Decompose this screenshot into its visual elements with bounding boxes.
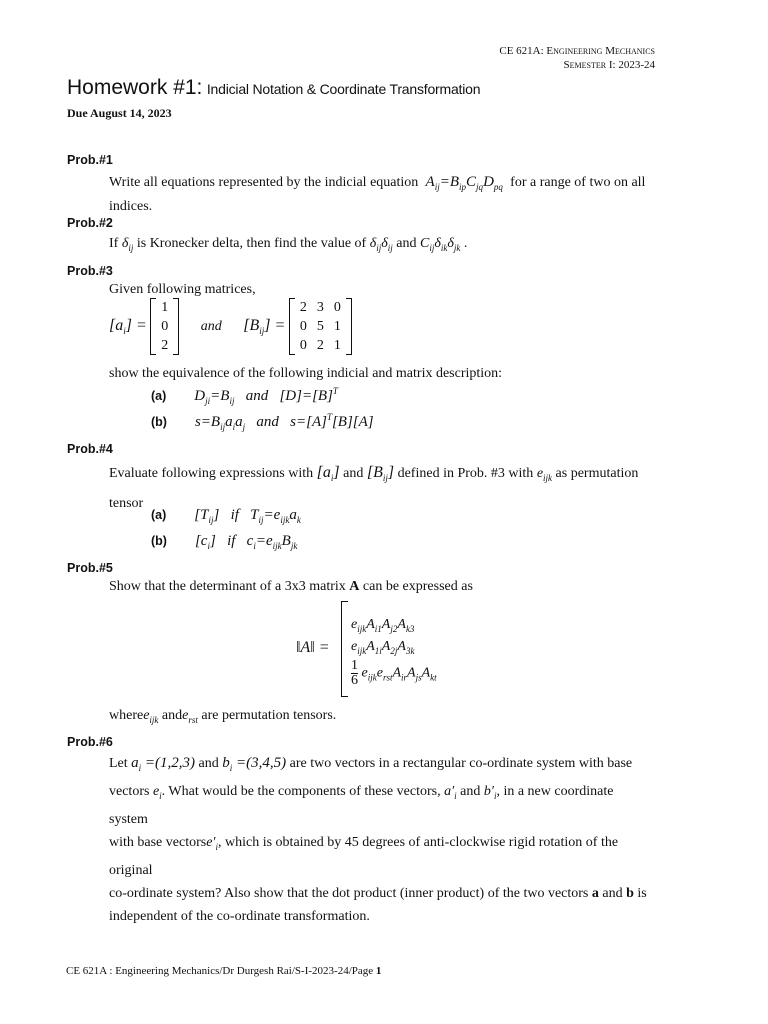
p4-eq-b: $[c_i]$ if $c_i=e_{ijk}B_{jk}$ <box>194 533 298 551</box>
brace <box>341 601 348 697</box>
p6-t6: and <box>460 784 481 799</box>
matrix-cell: 3 <box>316 300 324 315</box>
vector-a: $a_i =(1,2,3)$ <box>131 755 196 773</box>
problem-label: Prob.#3 <box>67 264 113 278</box>
p2-text-b: is Kronecker delta, then find the value of <box>136 236 367 251</box>
p4-text-a: Evaluate following expressions with <box>109 466 314 481</box>
problem-label: Prob.#2 <box>67 216 113 230</box>
p6-t10: co-ordinate system? Also show that the dot product (inner product) of the two vectors <box>109 885 589 901</box>
page-number: 1 <box>375 965 382 977</box>
p4-eq-a: $[T_{ij}]$ if $T_{ij}=e_{ijk}a_k$ <box>194 507 301 525</box>
matrix-cell: 0 <box>299 319 307 334</box>
problem-label: Prob.#1 <box>67 153 113 167</box>
p3-eq-a: $D_{ji}=B_{ij}$ and $[D]=[B]^T$ <box>194 386 338 406</box>
part-label: (b) <box>151 534 167 548</box>
p3-part-a <box>151 386 338 406</box>
p5-text: Show that the determinant of a 3x3 matrix <box>109 579 346 594</box>
page-header <box>499 44 655 72</box>
matrix-a-label: $[a_i]$ = <box>109 316 147 337</box>
fraction-denominator: 6 <box>351 673 358 688</box>
p6-t3: are two vectors in a rectangular co-ordinate system with base <box>289 756 633 771</box>
matrix-cell: 2 <box>299 300 307 315</box>
footer-text: CE 621A : Engineering Mechanics/Dr Durgesh Rai/S-I-2023-24/Page <box>66 965 374 977</box>
matrix-cell: 2 <box>316 338 324 353</box>
p6-t2: and <box>198 756 219 771</box>
problem-5-text <box>109 577 655 597</box>
p2-expr-1: $\delta_{ij}\delta_{ij}$ <box>369 236 393 253</box>
p6-t4: vectors <box>109 784 150 799</box>
p6-t7: , in a new coordinate system <box>109 784 614 827</box>
part-label: (a) <box>151 508 167 522</box>
matrix-cell: 0 <box>299 338 307 353</box>
p3-show: show the equivalence of the following indicial and matrix description: <box>109 366 503 381</box>
course-name: CE 621A: Engineering Mechanics <box>499 45 655 57</box>
det-line-3: $\frac{1}{6}$ $e_{ijk}e_{rst}A_{ir}A_{js}A_{kt}$ <box>351 658 437 688</box>
matrix-cell: 0 <box>161 319 169 334</box>
fraction-numerator: 1 <box>351 658 358 673</box>
p2-text-a: If <box>109 236 119 251</box>
matrix-b-label: $[B_{ij}]$ = <box>243 316 286 337</box>
matrix-cell: 1 <box>333 338 341 353</box>
p4-a-sym: $[a_i]$ <box>316 464 340 484</box>
b-prime: $b'_i$ <box>483 784 497 801</box>
det-line-1: $e_{ijk}A_{i1}A_{j2}A_{k3}$ <box>351 617 415 634</box>
part-label: (b) <box>151 415 167 429</box>
p1-text-c: indices. <box>109 199 153 214</box>
p1-text-a: Write all equations represented by the indicial equation <box>109 175 419 190</box>
p4-text-b: and <box>343 466 364 481</box>
p2-expr-2: $C_{ij}\delta_{ik}\delta_{jk}$ <box>420 236 461 253</box>
p5-where-a: where <box>109 708 144 723</box>
vector-b: $b_i =(3,4,5)$ <box>222 755 287 773</box>
problem-1-text <box>109 172 655 217</box>
due-date: Due August 14, 2023 <box>67 106 172 120</box>
p4-text-d: as permutation <box>555 466 639 481</box>
p3-matrices <box>109 298 352 355</box>
problem-2-text <box>109 234 655 258</box>
p5-where: wheree$_{ijk}$ ande$_{rst}$ are permutation tensors. <box>109 708 337 725</box>
problem-label: Prob.#4 <box>67 442 113 456</box>
det-lhs: ‖A‖ = <box>296 639 330 656</box>
p4-text-c: defined in Prob. #3 with <box>397 466 534 481</box>
base-e-prime: $e'_i$ <box>206 834 218 852</box>
matrix-cell: 1 <box>161 300 169 315</box>
page-title <box>67 76 480 100</box>
title-sub: Indicial Notation & Coordinate Transformation <box>206 81 481 97</box>
det-line-2: $e_{ijk}A_{1i}A_{2j}A_{3k}$ <box>351 639 415 656</box>
p4-text-e: tensor <box>109 496 144 512</box>
a-prime: $a'_i$ <box>444 784 457 801</box>
p5-where-c: are permutation tensors. <box>201 708 337 723</box>
p6-bold-a: a <box>591 885 599 901</box>
problem-label: Prob.#5 <box>67 561 113 575</box>
p2-text-c: and <box>396 236 417 251</box>
part-label: (a) <box>151 389 167 403</box>
p4-e-sym: $e_{ijk}$ <box>536 466 553 483</box>
and-word: and <box>200 318 222 334</box>
base-e: $e_i$ <box>152 784 162 801</box>
p6-t1: Let <box>109 756 128 771</box>
p3-part-b <box>151 412 374 432</box>
p5-text-end: can be expressed as <box>362 579 473 594</box>
p2-text-d: . <box>463 236 468 251</box>
matrix-a <box>150 298 179 355</box>
p6-and: and <box>602 885 623 901</box>
matrix-cell: 0 <box>333 300 341 315</box>
matrix-cell: 5 <box>316 319 324 334</box>
p5-bold-a: A <box>349 579 360 594</box>
p6-t11: independent of the co-ordinate transformation. <box>109 908 370 924</box>
problem-6-text <box>109 752 655 928</box>
p6-t5: . What would be the components of these vectors, <box>161 784 441 799</box>
p6-t9: , which is obtained by 45 degrees of anti-clockwise rigid rotation of the original <box>109 834 619 878</box>
kronecker-delta: $\delta_{ij}$ <box>121 236 134 253</box>
p6-bold-b: b <box>626 885 634 901</box>
p4-part-b <box>151 532 297 551</box>
p4-b-sym: $[B_{ij}]$ <box>366 464 395 484</box>
problem-label: Prob.#6 <box>67 735 113 749</box>
page-footer <box>66 965 381 977</box>
semester: Semester I: 2023-24 <box>563 59 655 71</box>
matrix-b <box>289 298 352 355</box>
matrix-cell: 2 <box>161 338 169 353</box>
p3-eq-b: $s=B_{ij}a_ia_j$ and $s=[A]^T[B][A]$ <box>194 412 374 432</box>
p4-part-a <box>151 506 301 525</box>
p3-intro: Given following matrices, <box>109 282 256 297</box>
matrix-cell: 1 <box>333 319 341 334</box>
p6-t10c: is <box>637 885 647 901</box>
p6-t8: with base vectors <box>109 834 207 850</box>
p5-where-b: and <box>161 708 183 723</box>
title-main: Homework #1: <box>67 76 203 99</box>
p1-text-b: for a range of two on all <box>510 175 646 190</box>
determinant-formula <box>296 601 476 697</box>
p1-equation: $A_{ij}=B_{ip}C_{jq}D_{pq}$ <box>421 174 503 192</box>
